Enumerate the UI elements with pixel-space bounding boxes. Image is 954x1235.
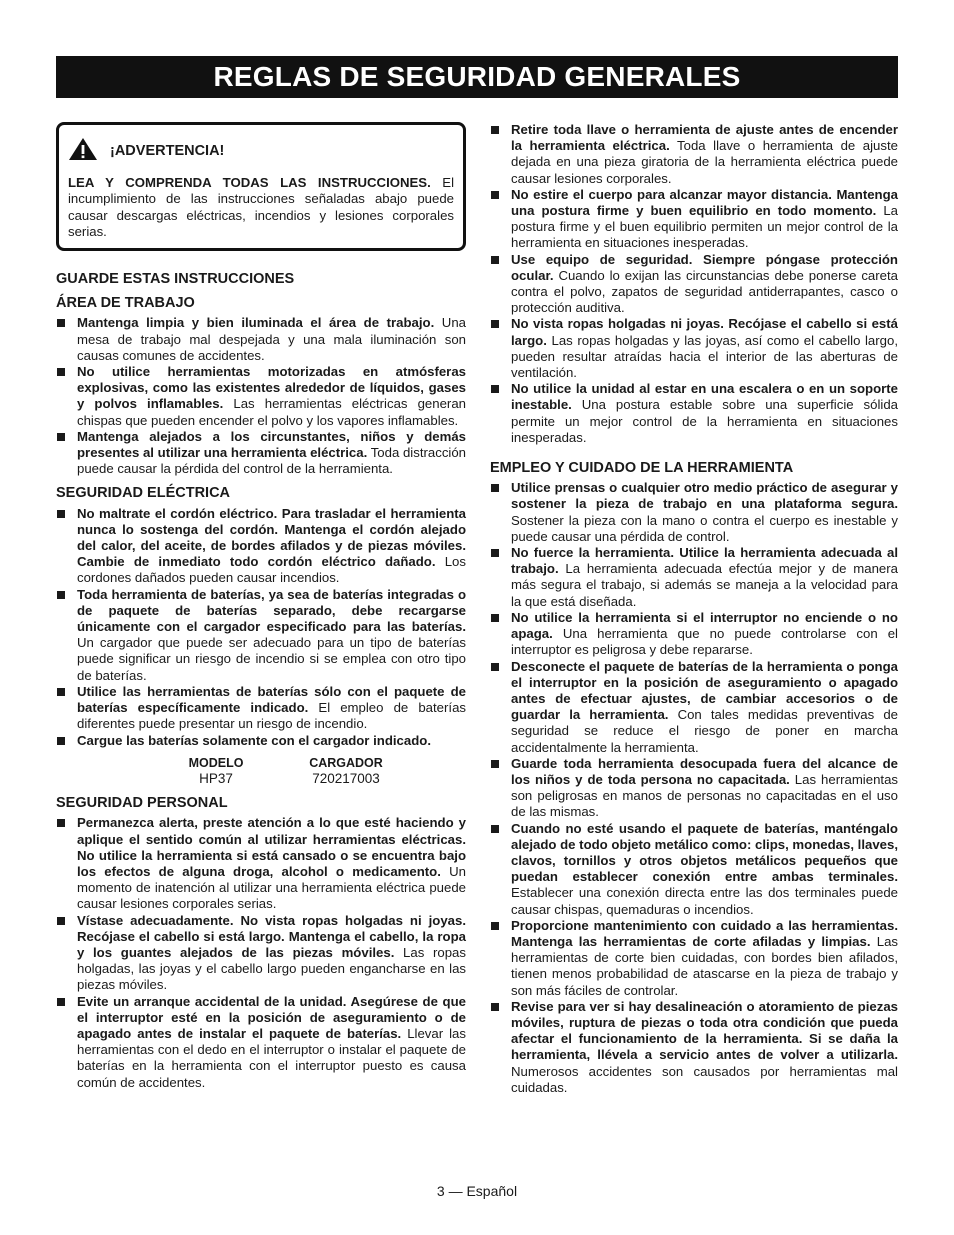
list-item xyxy=(490,480,898,545)
bullet-square-icon xyxy=(491,663,499,671)
list-item xyxy=(56,733,466,749)
list-item xyxy=(490,756,898,821)
list-item xyxy=(56,913,466,994)
bullet-square-icon xyxy=(57,510,65,518)
bullet-square-icon xyxy=(491,256,499,264)
bullet-square-icon xyxy=(57,319,65,327)
item-text: El empleo de baterías diferentes puede presentar un riesgo de incendio. xyxy=(77,700,466,732)
item-bold-text: Permanezca alerta, preste atención a lo que esté haciendo y aplique el sentido común al utilizar herramientas eléctricas. No utilice la herramienta si está cansado o se encuentra bajo los efectos de alguna droga, alcohol o medicamento. xyxy=(77,815,466,879)
warning-body: El incumplimiento de las instrucciones señaladas abajo puede causar descargas eléctricas, incendios y lesiones corporales serias. xyxy=(68,175,455,239)
charger-value: 720217003 xyxy=(312,770,380,786)
list-item xyxy=(490,545,898,610)
bullet-square-icon xyxy=(57,737,65,745)
item-bold-text: No maltrate el cordón eléctrico. Para trasladar el herramienta nunca lo sostenga del cordón. Mantenga el cordón alejado del calor, del aceite, de bordes afilados y de piezas móviles. Cambie de inmediato todo cordón eléctrico dañado. xyxy=(77,505,466,570)
item-bold-text: Desconecte el paquete de baterías de la herramienta o ponga el interruptor en la posición de aseguramiento o apagado antes de efectuar ajustes, de cambiar accesorios o de guardar la herramienta. xyxy=(511,658,898,723)
list-item xyxy=(490,821,898,918)
list-item xyxy=(56,815,466,912)
left-column xyxy=(56,122,466,1091)
personal-heading: SEGURIDAD PERSONAL xyxy=(56,795,228,812)
bullet-square-icon xyxy=(491,385,499,393)
item-text: Establecer una conexión directa entre las dos terminales puede causar chispas, quemaduras o incendios. xyxy=(511,885,898,917)
item-text: Numerosos accidentes son causados por herramientas mal cuidadas. xyxy=(511,1063,898,1095)
model-header: MODELO xyxy=(188,755,244,770)
item-text: Una herramienta que no puede controlarse con el interruptor es peligrosa y debe repararse. xyxy=(511,626,898,658)
item-bold-text: Use equipo de seguridad. Siempre póngase protección ocular. xyxy=(511,251,898,283)
bullet-square-icon xyxy=(57,688,65,696)
page-footer: 3 — Español xyxy=(436,1183,518,1199)
item-bold-text: Utilice las herramientas de baterías sólo con el paquete de baterías específicamente indicado. xyxy=(77,683,466,716)
list-item xyxy=(490,252,898,317)
bullet-square-icon xyxy=(491,484,499,492)
list-item xyxy=(490,610,898,659)
item-text: Las herramientas son peligrosas en manos de personas no capacitadas en el uso de las mismas. xyxy=(511,771,898,820)
list-item xyxy=(490,316,898,381)
list-item xyxy=(490,122,898,187)
warning-triangle-icon xyxy=(68,137,110,165)
item-text: Las ropas holgadas y las joyas, así como el cabello largo, pueden resultar atraídas hacia el interior de las aberturas de ventilación. xyxy=(511,332,898,381)
item-bold-text: No utilice la unidad al estar en una escalera o en un soporte inestable. xyxy=(511,381,898,413)
item-text: La herramienta adecuada efectúa mejor y de manera más segura el trabajo, si además se maneja a la velocidad para la que está diseñada. xyxy=(511,561,898,609)
item-text: Las ropas holgadas, las joyas y el cabello largo pueden engancharse en las piezas móviles. xyxy=(77,944,466,993)
item-text: Una mesa de trabajo mal despejada y una mala iluminación son causas comunes de accidentes. xyxy=(77,315,466,363)
model-charger-table xyxy=(146,755,466,787)
electrical-heading: SEGURIDAD ELÉCTRICA xyxy=(56,485,231,502)
personal-list xyxy=(56,815,466,1090)
bullet-square-icon xyxy=(491,760,499,768)
bullet-square-icon xyxy=(491,320,499,328)
item-text: La postura firme y el buen equilibrio permiten un mejor control de la herramienta en situaciones inesperadas. xyxy=(511,203,898,251)
bullet-square-icon xyxy=(491,549,499,557)
item-text: Toda llave o herramienta de ajuste dejada en una pieza giratoria de la herramienta eléctrica puede causar lesiones corporales. xyxy=(511,138,898,186)
bullet-square-icon xyxy=(491,126,499,134)
list-item xyxy=(490,999,898,1096)
item-text: Las herramientas de corte bien cuidadas, con bordes bien afilados, tienen menos probabilidad de atascarse en la pieza de trabajo y son más fáciles de controlar. xyxy=(511,933,898,998)
save-instructions-heading: GUARDE ESTAS INSTRUCCIONES xyxy=(56,271,295,288)
warning-title: ¡ADVERTENCIA! xyxy=(110,143,225,159)
charger-header: CARGADOR xyxy=(309,755,383,770)
bullet-square-icon xyxy=(491,614,499,622)
item-text: Con tales medidas preventivas de seguridad se reduce el riesgo de poner en marcha accidentalmente la herramienta. xyxy=(511,707,898,755)
item-bold-text: Guarde toda herramienta desocupada fuera del alcance de los niños y de toda persona no capacitada. xyxy=(511,755,898,787)
item-text: Un momento de inatención al utilizar una herramienta eléctrica puede causar lesiones corporales serias. xyxy=(77,863,466,912)
list-item xyxy=(490,381,898,446)
item-bold-text: No estire el cuerpo para alcanzar mayor distancia. Mantenga una postura firme y buen equilibrio en todo momento. xyxy=(511,186,898,219)
list-item xyxy=(490,187,898,252)
page-title: REGLAS DE SEGURIDAD GENERALES xyxy=(56,56,898,98)
tool-use-list xyxy=(490,480,898,1096)
item-bold-text: Vístase adecuadamente. No vista ropas holgadas ni joyas. Recójase el cabello si está largo. Mantenga el cabello, la ropa y los guantes alejados de las piezas móviles. xyxy=(77,912,466,960)
item-text: Un cargador que puede ser adecuado para un tipo de baterías puede significar un riesgo de incendio si se emplea con otro tipo de baterías. xyxy=(77,635,466,683)
bullet-square-icon xyxy=(491,825,499,833)
electrical-list xyxy=(56,506,466,749)
item-bold-text: Cargue las baterías solamente con el cargador indicado. xyxy=(77,732,431,748)
item-bold-text: Evite un arranque accidental de la unidad. Asegúrese de que el interruptor esté en la posición de aseguramiento o de apagado antes de instalar el paquete de baterías. xyxy=(77,993,466,1041)
item-text: Cuando lo exijan las circunstancias debe ponerse careta contra el polvo, zapatos de seguridad antiderrapantes, casco o protección auditiva. xyxy=(511,267,898,316)
item-text: Los cordones dañados pueden causar incendios. xyxy=(77,554,466,586)
bullet-square-icon xyxy=(491,191,499,199)
bullet-square-icon xyxy=(57,998,65,1006)
work-area-list xyxy=(56,315,466,477)
item-text: Toda distracción puede causar la pérdida del control de la herramienta. xyxy=(77,445,467,477)
warning-box xyxy=(56,122,466,251)
list-item xyxy=(56,429,466,478)
item-bold-text: No fuerce la herramienta. Utilice la herramienta adecuada al trabajo. xyxy=(511,545,898,577)
item-bold-text: Retire toda llave o herramienta de ajuste antes de encender la herramienta eléctrica. xyxy=(511,122,898,154)
list-item xyxy=(56,364,466,429)
personal-cont-list xyxy=(490,122,898,446)
warning-bold: LEA Y COMPRENDA TODAS LAS INSTRUCCIONES. xyxy=(68,175,431,191)
item-bold-text: Cuando no esté usando el paquete de baterías, manténgalo alejado de todo objeto metálico como: clips, monedas, llaves, clavos, tornillos y otros objetos metálicos pequeños que puedan establecer conexión entre ambas terminales. xyxy=(511,820,898,885)
item-bold-text: Mantenga limpia y bien iluminada el área de trabajo. xyxy=(77,315,435,331)
list-item xyxy=(56,684,466,733)
list-item xyxy=(56,587,466,684)
bullet-square-icon xyxy=(57,368,65,376)
right-column xyxy=(490,122,898,1096)
bullet-square-icon xyxy=(491,1003,499,1011)
list-item xyxy=(56,506,466,587)
tool-use-heading: EMPLEO Y CUIDADO DE LA HERRAMIENTA xyxy=(490,460,794,477)
item-text: Las herramientas eléctricas generan chispas que pueden encender el polvo y los vapores inflamables. xyxy=(77,396,466,428)
warning-text xyxy=(68,175,454,240)
item-text: Una postura estable sobre una superficie sólida permite un mejor control de la herramienta en situaciones inesperadas. xyxy=(511,397,898,445)
item-bold-text: No vista ropas holgadas ni joyas. Recójase el cabello si está largo. xyxy=(511,316,898,348)
bullet-square-icon xyxy=(57,591,65,599)
item-bold-text: Proporcione mantenimiento con cuidado a las herramientas. Mantenga las herramientas de corte afiladas y limpias. xyxy=(511,917,898,949)
list-item xyxy=(490,918,898,999)
list-item xyxy=(56,994,466,1091)
item-bold-text: Utilice prensas o cualquier otro medio práctico de asegurar y sostener la pieza de trabajo en una plataforma segura. xyxy=(511,480,898,512)
item-bold-text: No utilice herramientas motorizadas en atmósferas explosivas, como las existentes alrededor de líquidos, gases y polvos inflamables. xyxy=(77,364,466,412)
work-area-heading: ÁREA DE TRABAJO xyxy=(56,295,195,312)
list-item xyxy=(490,659,898,756)
bullet-square-icon xyxy=(491,922,499,930)
bullet-square-icon xyxy=(57,917,65,925)
list-item xyxy=(56,315,466,364)
bullet-square-icon xyxy=(57,819,65,827)
item-bold-text: Mantenga alejados a los circunstantes, niños y demás presentes al utilizar una herramienta eléctrica. xyxy=(77,428,466,461)
item-text: Llevar las herramientas con el dedo en el interruptor o instalar el paquete de baterías en la herramienta con el interruptor puesto es causa común de accidentes. xyxy=(77,1025,466,1090)
item-bold-text: Revise para ver si hay desalineación o atoramiento de piezas móviles, ruptura de piezas o toda otra condición que pueda afectar el funcionamiento de la herramienta. Si se daña la herramienta, llévela a servicio antes de volver a utilizarla. xyxy=(511,998,898,1063)
warning-header xyxy=(68,137,454,165)
item-bold-text: Toda herramienta de baterías, ya sea de baterías integradas o de paquete de baterías separado, debe recargarse únicamente con el cargador especificado para las baterías. xyxy=(77,586,466,635)
bullet-square-icon xyxy=(57,433,65,441)
model-value: HP37 xyxy=(199,770,233,786)
item-text: Sostener la pieza con la mano o contra el cuerpo es inestable y puede causar una pérdida de control. xyxy=(511,512,898,544)
item-bold-text: No utilice la herramienta si el interruptor no enciende o no apaga. xyxy=(511,609,898,642)
